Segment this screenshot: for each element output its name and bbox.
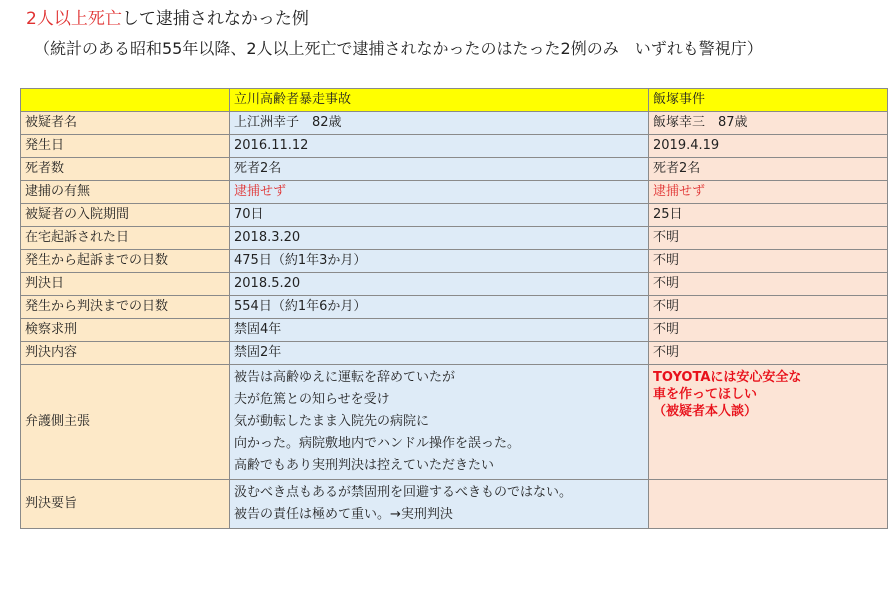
cell-iizuka: 不明 — [649, 296, 888, 319]
header-cell-iizuka: 飯塚事件 — [649, 89, 888, 112]
table-row — [21, 158, 888, 181]
cell-tachikawa: 上江洲幸子 82歳 — [230, 112, 649, 135]
cell-iizuka: 不明 — [649, 342, 888, 365]
comparison-table — [20, 88, 888, 529]
ruling-line: 汲むべき点もあるが禁固刑を回避するべきものではない。 — [234, 485, 573, 500]
defense-line: 高齢でもあり実刑判決は控えていただきたい — [234, 458, 495, 473]
row-label: 発生日 — [21, 135, 230, 158]
cell-tachikawa: 禁固4年 — [230, 319, 649, 342]
defense-line: 気が動転したまま入院先の病院に — [234, 414, 430, 429]
header-cell-tachikawa: 立川高齢者暴走事故 — [230, 89, 649, 112]
cell-tachikawa: 475日（約1年3か月） — [230, 250, 649, 273]
page-subtitle: （統計のある昭和55年以降、2人以上死亡で逮捕されなかったのはたった2例のみ いずれも警視庁） — [34, 39, 763, 58]
title-rest: して逮捕されなかった例 — [121, 9, 309, 29]
row-label: 判決日 — [21, 273, 230, 296]
quote-line: （被疑者本人談） — [653, 404, 758, 419]
defense-line: 向かった。病院敷地内でハンドル操作を誤った。 — [234, 436, 521, 451]
row-label: 死者数 — [21, 158, 230, 181]
cell-iizuka: 死者2名 — [649, 158, 888, 181]
table-row — [21, 112, 888, 135]
cell-tachikawa: 2018.3.20 — [230, 227, 649, 250]
defense-row — [21, 365, 888, 480]
table-row — [21, 319, 888, 342]
defense-claim-cell — [230, 365, 649, 480]
defense-line: 夫が危篤との知らせを受け — [234, 392, 390, 407]
row-label: 判決要旨 — [21, 480, 230, 529]
row-label: 被疑者の入院期間 — [21, 204, 230, 227]
cell-tachikawa: 70日 — [230, 204, 649, 227]
ruling-line: 被告の責任は極めて重い。→実刑判決 — [234, 507, 453, 522]
cell-tachikawa: 2016.11.12 — [230, 135, 649, 158]
title-highlight: 2人以上死亡 — [26, 9, 122, 29]
cell-iizuka: 25日 — [649, 204, 888, 227]
quote-line: TOYOTAには安心安全な — [653, 370, 802, 385]
cell-iizuka: 不明 — [649, 273, 888, 296]
row-label: 被疑者名 — [21, 112, 230, 135]
row-label: 発生から起訴までの日数 — [21, 250, 230, 273]
cell-iizuka: 不明 — [649, 319, 888, 342]
table-row — [21, 296, 888, 319]
cell-iizuka: 不明 — [649, 250, 888, 273]
header-cell-empty — [21, 89, 230, 112]
cell-iizuka — [649, 480, 888, 529]
table-row — [21, 342, 888, 365]
table-row — [21, 273, 888, 296]
row-label: 逮捕の有無 — [21, 181, 230, 204]
row-label: 在宅起訴された日 — [21, 227, 230, 250]
table-row — [21, 204, 888, 227]
cell-tachikawa: 禁固2年 — [230, 342, 649, 365]
page-title — [26, 6, 309, 32]
cell-tachikawa: 逮捕せず — [230, 181, 649, 204]
cell-iizuka: 2019.4.19 — [649, 135, 888, 158]
quote-line: 車を作ってほしい — [653, 387, 758, 402]
ruling-summary-cell — [230, 480, 649, 529]
table-row — [21, 181, 888, 204]
row-label: 判決内容 — [21, 342, 230, 365]
cell-tachikawa: 554日（約1年6か月） — [230, 296, 649, 319]
cell-iizuka: 飯塚幸三 87歳 — [649, 112, 888, 135]
cell-iizuka: 逮捕せず — [649, 181, 888, 204]
table-row — [21, 227, 888, 250]
cell-tachikawa: 死者2名 — [230, 158, 649, 181]
defense-line: 被告は高齢ゆえに運転を辞めていたが — [234, 370, 456, 385]
cell-iizuka: 不明 — [649, 227, 888, 250]
row-label: 弁護側主張 — [21, 365, 230, 480]
row-label: 検察求刑 — [21, 319, 230, 342]
iizuka-quote-cell — [649, 365, 888, 480]
table-row — [21, 250, 888, 273]
table-header-row — [21, 89, 888, 112]
cell-tachikawa: 2018.5.20 — [230, 273, 649, 296]
row-label: 発生から判決までの日数 — [21, 296, 230, 319]
ruling-row — [21, 480, 888, 529]
table-row — [21, 135, 888, 158]
